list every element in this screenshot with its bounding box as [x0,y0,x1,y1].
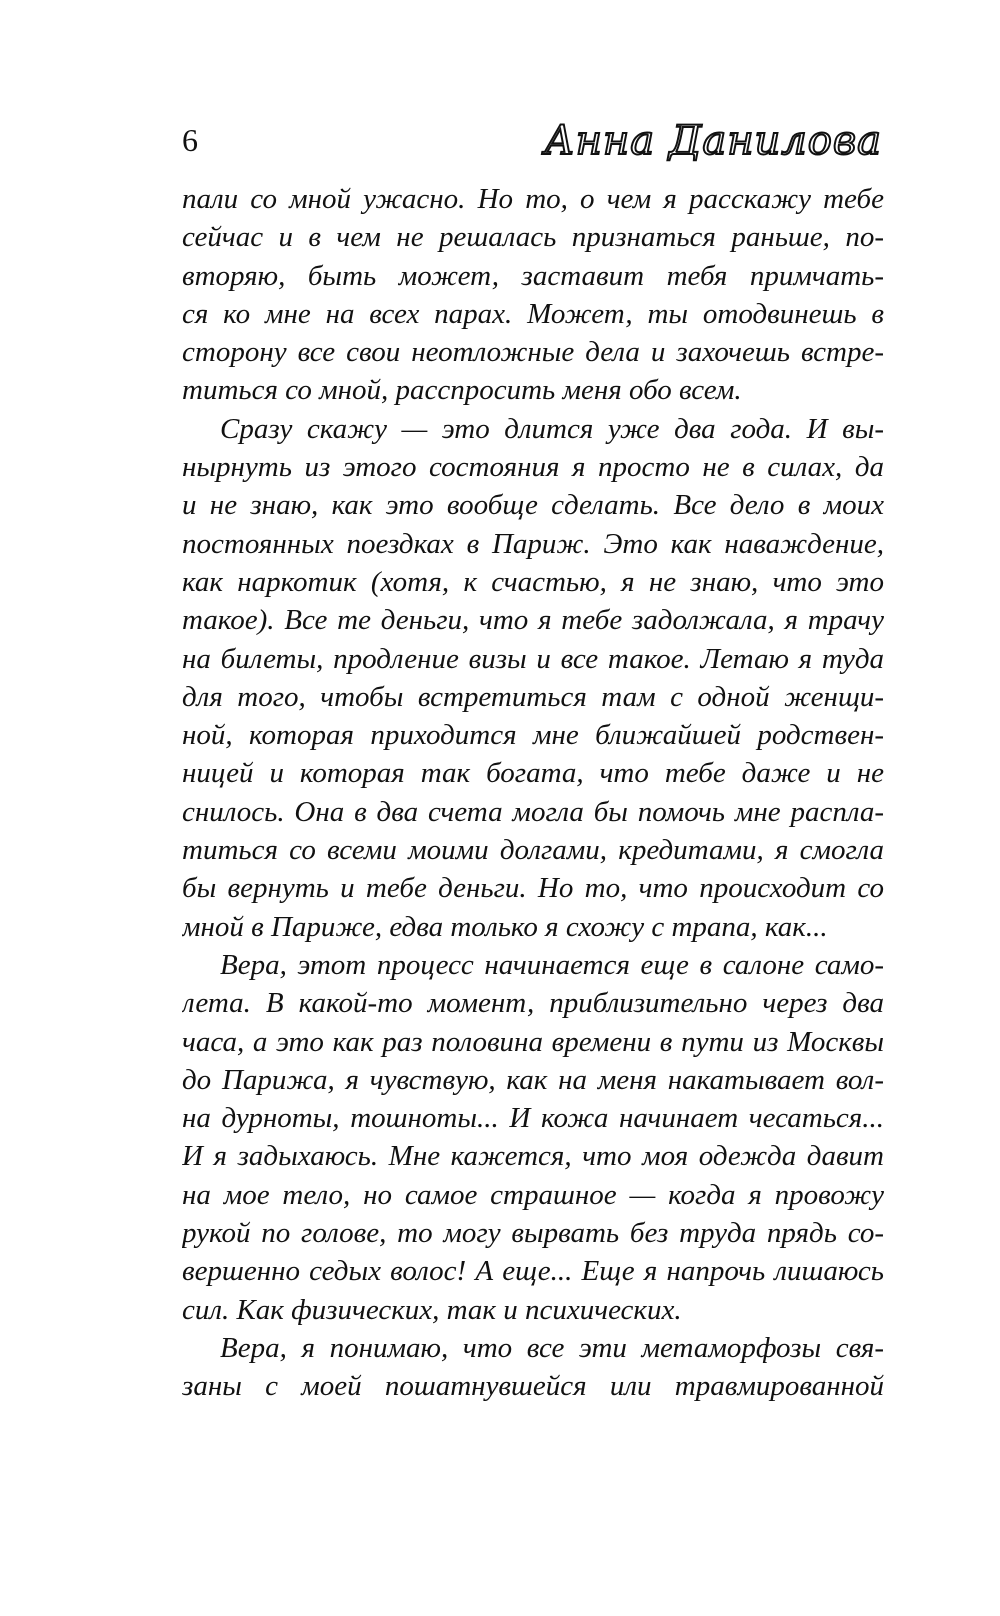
text-line: на билеты, продление визы и все такое. Летаю я туда [182,642,884,675]
text-line: заны с моей пошатнувшейся или травмированной [182,1370,884,1403]
text-line: Вера, я понимаю, что все эти метаморфозы свя- [220,1331,884,1364]
text-line: как наркотик (хотя, к счастью, я не знаю, что это [182,565,884,598]
text-line: постоянных поездках в Париж. Это как наваждение, [182,527,884,560]
text-line: нырнуть из этого состояния я просто не в силах, да [182,451,884,484]
text-line: бы вернуть и тебе деньги. Но то, что происходит со [182,872,884,905]
text-line: сил. Как физических, так и психических. [182,1293,682,1326]
text-line: и не знаю, как это вообще сделать. Все дело в моих [182,489,884,522]
text-line: на мое тело, но самое страшное — когда я провожу [182,1178,884,1211]
page-number: 6 [182,122,198,158]
page-header [182,118,882,178]
text-line: ницей и которая так богата, что тебе даже и не [182,757,884,790]
author-name: Анна Данилова [544,118,882,164]
text-line: сторону все свои неотложные дела и захочешь встре- [182,336,884,369]
text-line: титься со мной, расспросить меня обо всем. [182,374,742,407]
text-line: мной в Париже, едва только я схожу с трапа, как... [182,910,828,943]
text-line: для того, чтобы встретиться там с одной женщи- [182,680,884,713]
text-body [182,180,884,1406]
text-line: снилось. Она в два счета могла бы помочь мне распла- [182,795,884,828]
text-line: Вера, этот процесс начинается еще в салоне само- [220,948,884,981]
text-line: вторяю, быть может, заставит тебя примчать- [182,259,884,292]
text-line: рукой по голове, то могу вырвать без труда прядь со- [182,1217,884,1250]
text-line: Сразу скажу — это длится уже два года. И вы- [220,412,884,445]
text-line: вершенно седых волос! А еще... Еще я напрочь лишаюсь [182,1255,884,1288]
text-line: такое). Все те деньги, что я тебе задолжала, я трачу [182,604,884,637]
text-line: лета. В какой-то момент, приблизительно через два [182,987,884,1020]
text-line: ной, которая приходится мне ближайшей родствен- [182,719,884,752]
text-line: на дурноты, тошноты... И кожа начинает чесаться... [182,1102,884,1135]
text-line: ся ко мне на всех парах. Может, ты отодвинешь в [182,297,884,330]
text-line: пали со мной ужасно. Но то, о чем я расскажу тебе [182,183,884,215]
text-line: сейчас и в чем не решалась признаться раньше, по- [182,221,884,254]
text-line: часа, а это как раз половина времени в пути из Москвы [182,1025,884,1058]
text-line: И я задыхаюсь. Мне кажется, что моя одежда давит [182,1140,884,1173]
text-line: до Парижа, я чувствую, как на меня накатывает вол- [182,1063,884,1096]
text-line: титься со всеми моими долгами, кредитами, я смогла [182,834,884,867]
